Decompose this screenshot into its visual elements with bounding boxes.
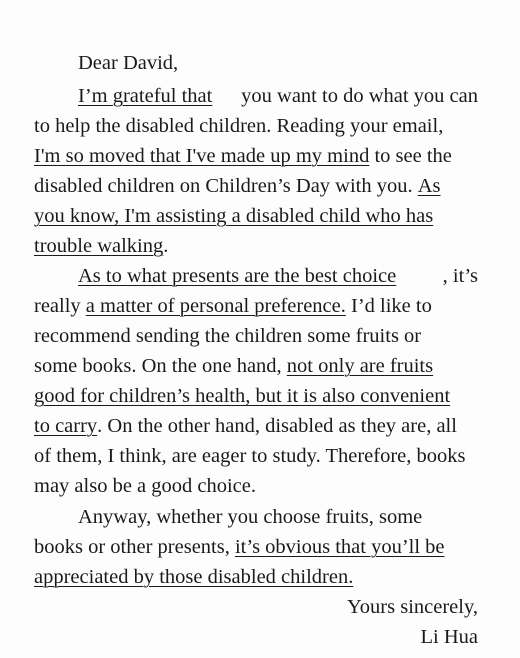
p2-line-2 <box>34 291 478 321</box>
text-span: some books. On the one hand, <box>34 355 287 377</box>
underlined-phrase: not only are fruits <box>286 355 434 377</box>
p3-line-2 <box>34 532 478 562</box>
text-span: books or other presents, <box>34 536 235 558</box>
p1-line-1 <box>78 81 478 111</box>
text-span: of them, I think, are eager to study. Therefore, books <box>34 445 466 467</box>
p2-line-1 <box>78 261 478 291</box>
text-span: to help the disabled children. Reading your email, <box>34 115 444 137</box>
text-span: I’d like to <box>345 295 432 317</box>
text-span: Anyway, whether you choose fruits, some <box>78 506 423 528</box>
p1-line-5 <box>34 201 478 231</box>
p1-line-6 <box>34 231 478 261</box>
text-span: . <box>163 235 169 257</box>
underlined-phrase: trouble walking <box>34 235 164 257</box>
text-span: may also be a good choice. <box>34 475 257 497</box>
underlined-phrase: it’s obvious that you’ll be <box>234 536 445 558</box>
p2-line-5 <box>34 381 478 411</box>
text-span: recommend sending the children some fruits or <box>34 325 422 347</box>
p1-line-4 <box>34 171 478 201</box>
text-span: really <box>34 295 86 317</box>
p2-line-6 <box>34 411 478 441</box>
signature <box>34 622 478 652</box>
underlined-phrase: As <box>417 175 441 197</box>
text-span: , it’s <box>442 265 478 287</box>
underlined-phrase: a matter of personal preference. <box>85 295 346 317</box>
text-span: . On the other hand, disabled as they are, all <box>97 415 457 437</box>
greeting <box>78 48 178 78</box>
closing <box>34 592 478 622</box>
p2-line-4 <box>34 351 478 381</box>
underlined-phrase: to carry <box>34 415 98 437</box>
underlined-phrase: I’m grateful that <box>78 85 213 107</box>
p2-line-8 <box>34 471 478 501</box>
underlined-phrase: appreciated by those disabled children. <box>34 566 354 588</box>
text-span: to see the <box>369 145 452 167</box>
closing-text: Yours sincerely, <box>347 596 478 618</box>
p3-line-3 <box>34 562 478 592</box>
underlined-phrase: As to what presents are the best choice <box>78 265 397 287</box>
text-span: disabled children on Children’s Day with you. <box>34 175 418 197</box>
p2-line-7 <box>34 441 478 471</box>
signature-text: Li Hua <box>420 626 478 648</box>
underlined-phrase: I'm so moved that I've made up my mind <box>34 145 370 167</box>
greeting-text: Dear David, <box>78 52 179 74</box>
p2-line-3 <box>34 321 478 351</box>
underlined-phrase: good for children’s health, but it is also convenient <box>34 385 451 407</box>
p3-line-1 <box>78 502 478 532</box>
p1-line-3 <box>34 141 478 171</box>
p1-line-2 <box>34 111 478 141</box>
text-span: you want to do what you can <box>236 85 478 107</box>
underlined-phrase: you know, I'm assisting a disabled child who has <box>34 205 434 227</box>
